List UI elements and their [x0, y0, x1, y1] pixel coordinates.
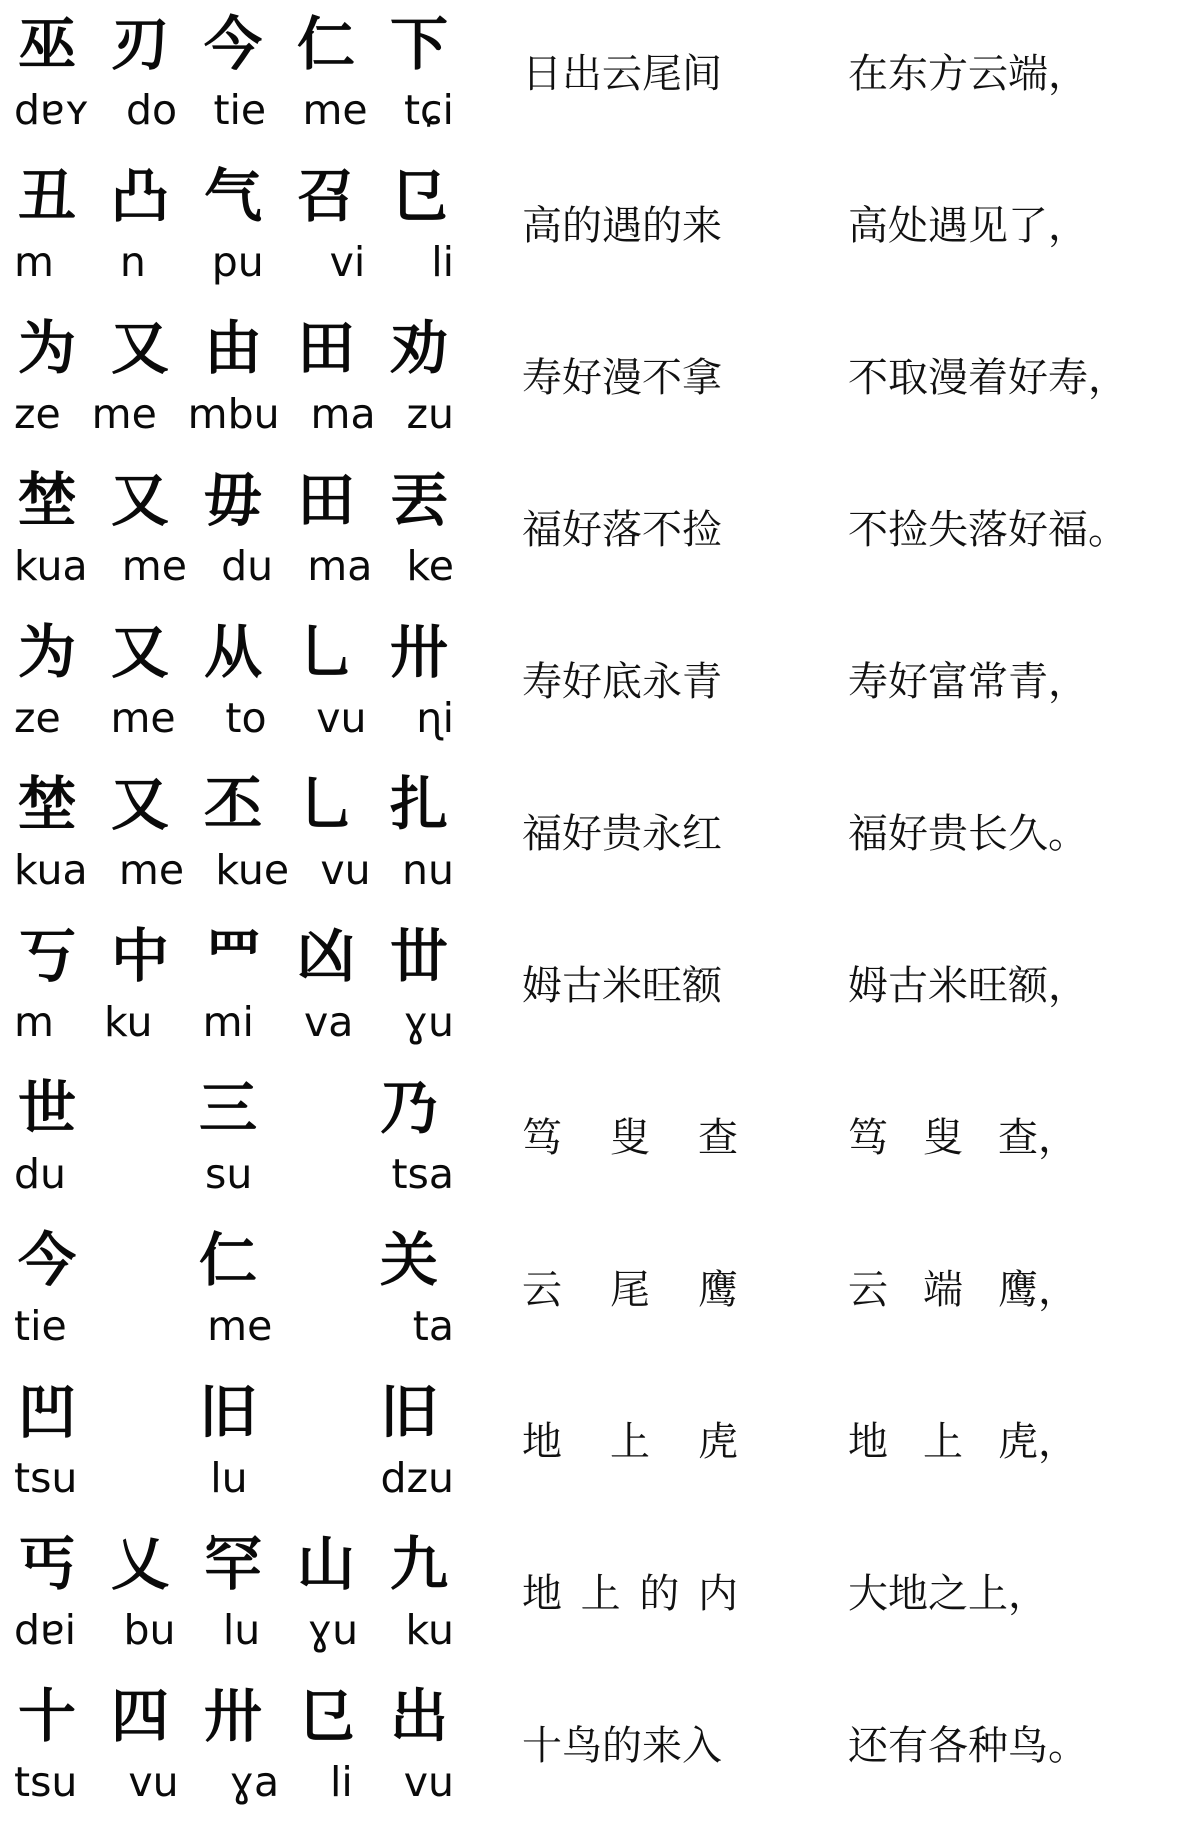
script-glyph: 丟: [389, 466, 448, 534]
gloss-syllable: 上: [610, 1419, 650, 1465]
script-glyph: 仁: [198, 1226, 257, 1294]
romanization-syllable: du: [14, 1150, 67, 1198]
free-translation: 姆古米旺额，: [848, 963, 1088, 1009]
romanization-syllable: pu: [211, 238, 264, 286]
romanization: [14, 840, 454, 900]
romanization-syllable: va: [304, 998, 354, 1046]
romanization-syllable: ke: [406, 542, 454, 590]
romanization-syllable: kue: [215, 846, 290, 894]
script-glyphs: [18, 1528, 448, 1600]
free-translation: 寿好富常青，: [848, 659, 1088, 705]
verse-row: [0, 1368, 1181, 1520]
romanization-syllable: vu: [316, 694, 367, 742]
free-translation: [848, 1260, 1078, 1320]
script-glyph: 三: [198, 1074, 257, 1142]
free-translation: 高处遇见了，: [848, 203, 1088, 249]
script-glyph: 丑: [18, 162, 77, 230]
literal-gloss: 寿好漫不拿: [522, 355, 722, 401]
romanization: [14, 1296, 454, 1356]
gloss-syllable: 鹰: [698, 1267, 738, 1313]
script-glyphs: [18, 464, 448, 536]
translation-syllable: 上: [923, 1419, 963, 1465]
script-glyph: 㔾: [389, 162, 448, 230]
romanization-syllable: li: [431, 238, 454, 286]
free-translation: 在东方云端，: [848, 51, 1088, 97]
verse-row: [0, 608, 1181, 760]
verse-row: [0, 1064, 1181, 1216]
script-glyph: 四: [110, 1682, 169, 1750]
script-glyph: 罒: [203, 922, 262, 990]
script-glyphs: [18, 312, 448, 384]
script-glyph: 召: [296, 162, 355, 230]
romanization-syllable: me: [91, 390, 157, 438]
literal-gloss: 寿好底永青: [522, 659, 722, 705]
romanization-syllable: ta: [412, 1302, 454, 1350]
romanization-syllable: bu: [123, 1606, 176, 1654]
script-glyph: 卅: [203, 1682, 262, 1750]
translation-syllable: 端: [923, 1267, 963, 1313]
romanization-syllable: nu: [401, 846, 454, 894]
script-glyph: 又: [110, 618, 169, 686]
script-glyphs: [18, 8, 448, 80]
script-glyph: 凹: [18, 1378, 77, 1446]
gloss-syllable: 虎: [698, 1419, 738, 1465]
script-glyph: 又: [110, 314, 169, 382]
verse-row: [0, 912, 1181, 1064]
romanization-syllable: me: [207, 1302, 273, 1350]
script-glyph: 丕: [203, 770, 262, 838]
romanization-syllable: me: [110, 694, 176, 742]
romanization-syllable: mi: [202, 998, 254, 1046]
free-translation: [848, 1412, 1078, 1472]
script-glyph: 田: [296, 466, 355, 534]
romanization-syllable: n: [119, 238, 146, 286]
script-glyph: 卅: [389, 618, 448, 686]
romanization-syllable: ze: [14, 694, 61, 742]
gloss-syllable: 的: [639, 1571, 680, 1617]
free-translation: 大地之上，: [848, 1571, 1048, 1617]
translation-syllable: 地: [848, 1419, 888, 1465]
script-glyphs: [18, 616, 448, 688]
verse-row: [0, 152, 1181, 304]
script-glyph: 田: [296, 314, 355, 382]
script-glyph: 旧: [198, 1378, 257, 1446]
free-translation: 不捡失落好福。: [848, 507, 1128, 553]
romanization: [14, 1752, 454, 1812]
gloss-syllable: 尾: [610, 1267, 650, 1313]
script-glyph: 劝: [389, 314, 448, 382]
romanization-syllable: vi: [329, 238, 366, 286]
romanization-syllable: me: [118, 846, 185, 894]
script-glyph: 山: [296, 1530, 355, 1598]
romanization-syllable: ɣu: [307, 1606, 359, 1654]
free-translation: [848, 1108, 1078, 1168]
translation-syllable: 虎，: [998, 1419, 1078, 1465]
script-glyph: 关: [379, 1226, 438, 1294]
script-glyph: 凶: [296, 922, 355, 990]
romanization: [14, 536, 454, 596]
script-glyph: 乂: [110, 1530, 169, 1598]
script-glyphs: [18, 768, 448, 840]
verse-row: [0, 304, 1181, 456]
script-glyph: 乃: [379, 1074, 438, 1142]
script-glyph: 埜: [18, 770, 77, 838]
script-glyph: 今: [203, 10, 262, 78]
romanization-syllable: ɣa: [229, 1758, 280, 1806]
script-glyph: 为: [18, 618, 77, 686]
romanization-syllable: mbu: [187, 390, 280, 438]
romanization: [14, 384, 454, 444]
script-glyph: 丐: [18, 1530, 77, 1598]
romanization: [14, 992, 454, 1052]
translation-syllable: 查，: [998, 1115, 1078, 1161]
script-glyph: 埜: [18, 466, 77, 534]
verse-row: [0, 760, 1181, 912]
romanization-syllable: li: [330, 1758, 353, 1806]
gloss-syllable: 笃: [522, 1115, 562, 1161]
verse-row: [0, 1216, 1181, 1368]
romanization-syllable: m: [14, 998, 54, 1046]
romanization-syllable: zu: [406, 390, 454, 438]
romanization-syllable: me: [121, 542, 187, 590]
script-glyph: 凸: [110, 162, 169, 230]
romanization: [14, 1600, 454, 1660]
romanization-syllable: dɐʏ: [14, 86, 90, 134]
script-glyph: 为: [18, 314, 77, 382]
romanization: [14, 1448, 454, 1508]
script-glyph: 世: [18, 1074, 77, 1142]
gloss-syllable: 查: [698, 1115, 738, 1161]
literal-gloss: [522, 1412, 738, 1472]
translation-syllable: 云: [848, 1267, 888, 1313]
romanization-syllable: m: [14, 238, 54, 286]
romanization-syllable: vu: [403, 1758, 454, 1806]
gloss-syllable: 叟: [610, 1115, 650, 1161]
literal-gloss: [522, 1260, 738, 1320]
romanization-syllable: ma: [307, 542, 373, 590]
script-glyph: 扎: [389, 770, 448, 838]
script-glyph: 罕: [203, 1530, 262, 1598]
script-glyph: 下: [389, 10, 448, 78]
literal-gloss: 高的遇的来: [522, 203, 722, 249]
literal-gloss: 姆古米旺额: [522, 963, 722, 1009]
script-glyph: 乚: [296, 770, 355, 838]
verse-row: [0, 0, 1181, 152]
romanization-syllable: dzu: [380, 1454, 454, 1502]
romanization-syllable: tsu: [14, 1454, 78, 1502]
romanization-syllable: dɐi: [14, 1606, 77, 1654]
romanization-syllable: to: [225, 694, 267, 742]
gloss-syllable: 地: [522, 1571, 562, 1617]
script-glyphs: [18, 1224, 438, 1296]
script-glyph: 丂: [18, 922, 77, 990]
romanization-syllable: lu: [210, 1454, 248, 1502]
script-glyph: 出: [389, 1682, 448, 1750]
free-translation: 福好贵长久。: [848, 811, 1088, 857]
free-translation: 还有各种鸟。: [848, 1723, 1088, 1769]
romanization-syllable: ze: [14, 390, 61, 438]
script-glyphs: [18, 1376, 438, 1448]
verse-row: [0, 1672, 1181, 1824]
gloss-syllable: 上: [580, 1571, 621, 1617]
script-glyph: 仁: [296, 10, 355, 78]
translation-syllable: 鹰，: [998, 1267, 1078, 1313]
literal-gloss: [522, 1564, 738, 1624]
gloss-syllable: 内: [697, 1571, 738, 1617]
romanization-syllable: tsa: [391, 1150, 454, 1198]
romanization-syllable: ɣu: [403, 998, 454, 1046]
script-glyph: 㔾: [296, 1682, 355, 1750]
romanization-syllable: kua: [14, 542, 88, 590]
verse-row: [0, 1520, 1181, 1672]
literal-gloss: 福好落不捡: [522, 507, 722, 553]
script-glyph: 乚: [296, 618, 355, 686]
literal-gloss: 日出云尾间: [522, 51, 722, 97]
script-glyph: 由: [203, 314, 262, 382]
romanization: [14, 80, 454, 140]
script-glyph: 毋: [203, 466, 262, 534]
romanization-syllable: tie: [14, 1302, 67, 1350]
script-glyphs: [18, 1072, 438, 1144]
romanization-syllable: me: [302, 86, 368, 134]
script-glyph: 又: [110, 770, 169, 838]
romanization-syllable: vu: [320, 846, 371, 894]
script-glyph: 气: [203, 162, 262, 230]
script-glyph: 今: [18, 1226, 77, 1294]
romanization-syllable: tsu: [14, 1758, 78, 1806]
literal-gloss: 十鸟的来入: [522, 1723, 722, 1769]
script-glyph: 刃: [110, 10, 169, 78]
romanization: [14, 232, 454, 292]
script-glyph: 中: [110, 922, 169, 990]
script-glyph: 又: [110, 466, 169, 534]
romanization-syllable: do: [126, 86, 178, 134]
romanization-syllable: vu: [128, 1758, 179, 1806]
romanization-syllable: tɕi: [403, 86, 454, 134]
translation-syllable: 叟: [923, 1115, 963, 1161]
romanization-syllable: lu: [222, 1606, 261, 1654]
romanization-syllable: ku: [104, 998, 153, 1046]
free-translation: 不取漫着好寿，: [848, 355, 1128, 401]
romanization-syllable: ɳi: [416, 694, 454, 742]
script-glyph: 从: [203, 618, 262, 686]
verse-row: [0, 456, 1181, 608]
literal-gloss: [522, 1108, 738, 1168]
script-glyphs: [18, 920, 448, 992]
romanization-syllable: ku: [405, 1606, 454, 1654]
script-glyph: 旧: [379, 1378, 438, 1446]
script-glyphs: [18, 160, 448, 232]
romanization-syllable: kua: [14, 846, 88, 894]
script-glyph: 十: [18, 1682, 77, 1750]
script-glyph: 九: [389, 1530, 448, 1598]
translation-syllable: 笃: [848, 1115, 888, 1161]
script-glyph: 丗: [389, 922, 448, 990]
romanization-syllable: su: [205, 1150, 253, 1198]
romanization: [14, 1144, 454, 1204]
gloss-syllable: 云: [522, 1267, 562, 1313]
literal-gloss: 福好贵永红: [522, 811, 722, 857]
romanization: [14, 688, 454, 748]
romanization-syllable: tie: [213, 86, 267, 134]
script-glyphs: [18, 1680, 448, 1752]
romanization-syllable: du: [221, 542, 274, 590]
romanization-syllable: ma: [310, 390, 376, 438]
script-glyph: 巫: [18, 10, 77, 78]
gloss-syllable: 地: [522, 1419, 562, 1465]
